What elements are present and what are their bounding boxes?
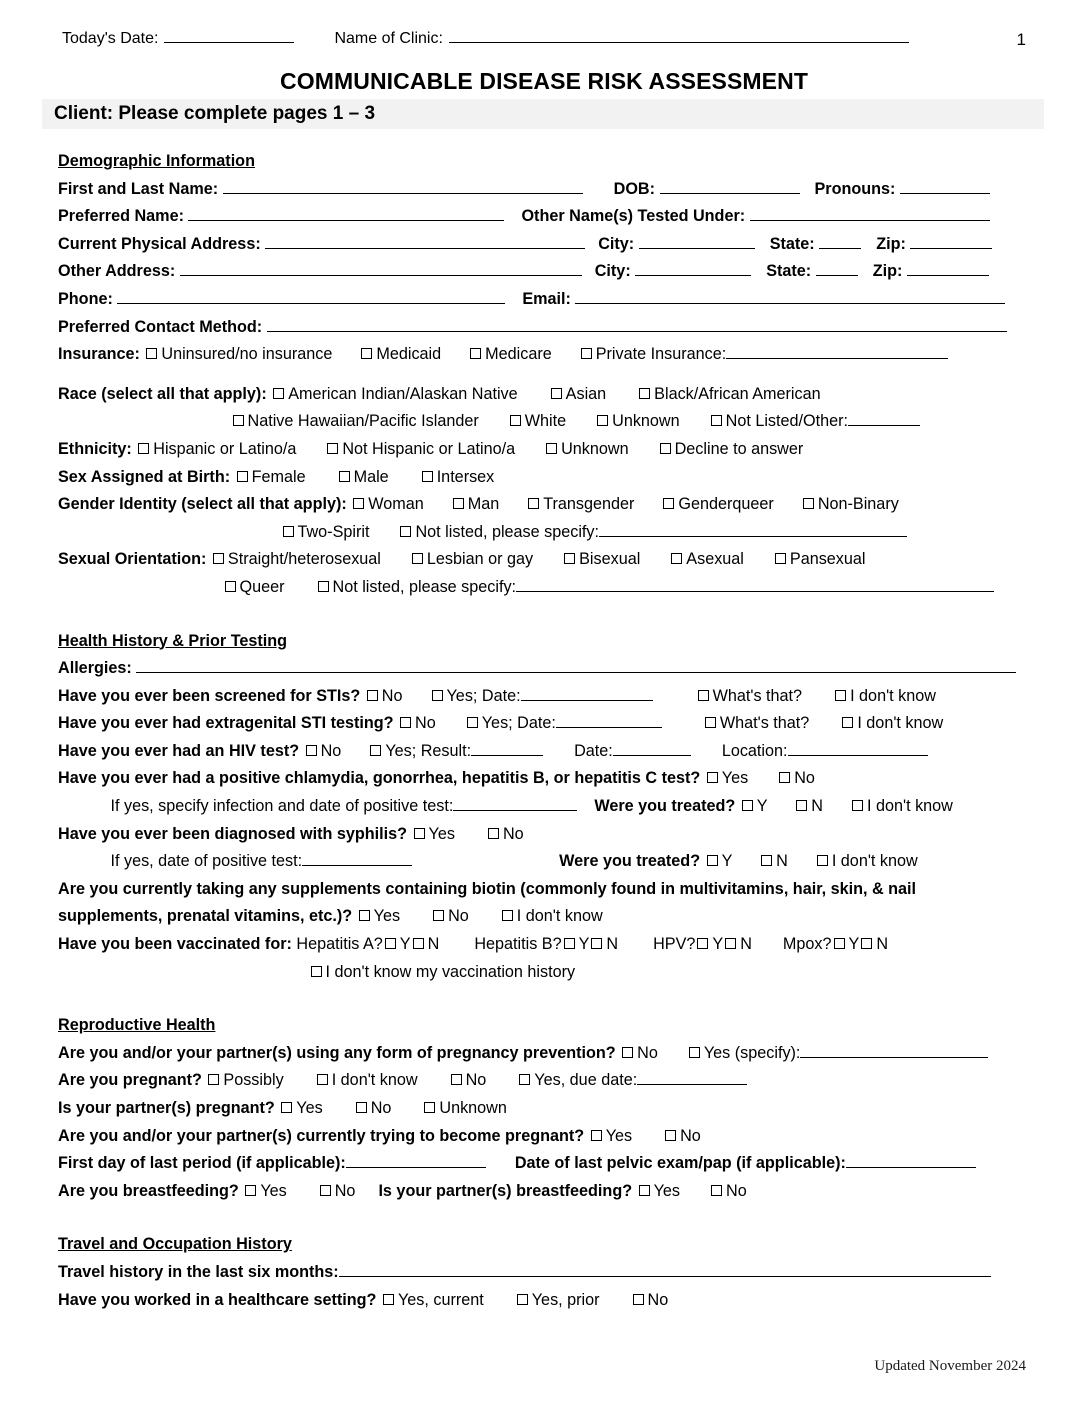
option-hpv-y: Y xyxy=(712,935,724,954)
zip-field-1[interactable] xyxy=(910,248,992,249)
field-row-ethnicity xyxy=(58,436,1020,464)
checkbox-prevention-no[interactable] xyxy=(622,1047,633,1058)
other-address-label: Other Address: xyxy=(58,262,176,281)
checkbox-hiv-no[interactable] xyxy=(306,745,317,756)
section-heading-reproductive: Reproductive Health xyxy=(58,1016,216,1035)
last-period-field[interactable] xyxy=(346,1167,486,1168)
checkbox-medicare[interactable] xyxy=(470,348,481,359)
prevention-specify-field[interactable] xyxy=(800,1057,988,1058)
option-healthcare-yes-current: Yes, current xyxy=(397,1290,484,1309)
option-prevention-no: No xyxy=(637,1043,658,1062)
field-row-trying-pregnant xyxy=(58,1123,1020,1151)
private-insurance-field[interactable] xyxy=(726,358,948,359)
field-row-positive-test xyxy=(58,765,1020,793)
option-breastfeeding-no: No xyxy=(334,1181,356,1200)
partner-pregnant-label: Is your partner(s) pregnant? xyxy=(58,1099,275,1117)
first-last-name-field[interactable] xyxy=(223,193,583,194)
option-treated-dont-know-1: I don't know xyxy=(866,797,953,816)
option-syphilis-no: No xyxy=(502,824,524,843)
checkbox-sex-male[interactable] xyxy=(339,471,350,482)
option-mpox-y: Y xyxy=(848,935,860,954)
option-orientation-lesbian-gay: Lesbian or gay xyxy=(426,550,534,569)
option-treated-n-1: N xyxy=(811,797,823,816)
screened-sti-date-field[interactable] xyxy=(521,700,653,701)
extragenital-date-field[interactable] xyxy=(556,727,662,728)
zip-field-2[interactable] xyxy=(907,275,989,276)
option-race-not-listed: Not Listed/Other: xyxy=(725,412,848,431)
page-number: 1 xyxy=(1016,30,1026,49)
checkbox-hpv-n[interactable] xyxy=(725,938,736,949)
preferred-contact-field[interactable] xyxy=(267,331,1007,332)
ethnicity-label: Ethnicity: xyxy=(58,439,132,458)
option-extragenital-dont-know: I don't know xyxy=(857,714,944,733)
phone-field[interactable] xyxy=(117,303,505,304)
option-screened-sti-dont-know: I don't know xyxy=(850,686,936,705)
option-partner-pregnant-yes: Yes xyxy=(296,1099,323,1117)
checkbox-treated-y-1[interactable] xyxy=(742,800,753,811)
checkbox-syphilis-yes[interactable] xyxy=(414,828,425,839)
checkbox-orientation-queer[interactable] xyxy=(225,581,236,592)
first-last-name-label: First and Last Name: xyxy=(58,179,219,198)
option-hep-a-n: N xyxy=(427,935,440,954)
checkbox-biotin-no[interactable] xyxy=(433,910,444,921)
were-you-treated-label-1: Were you treated? xyxy=(594,797,736,816)
option-screened-sti-no: No xyxy=(381,686,403,705)
field-row-healthcare-setting xyxy=(58,1287,1020,1315)
vaccinated-label: Have you been vaccinated for: xyxy=(58,935,292,954)
checkbox-hiv-yes[interactable] xyxy=(370,745,381,756)
checkbox-race-not-listed[interactable] xyxy=(711,415,722,426)
checkbox-breastfeeding-yes[interactable] xyxy=(245,1185,256,1196)
zip-label-2: Zip: xyxy=(872,262,903,281)
travel-history-field[interactable] xyxy=(339,1276,991,1277)
field-row-allergies xyxy=(58,655,1020,683)
checkbox-gender-woman[interactable] xyxy=(353,498,364,509)
option-extragenital-yes: Yes; Date: xyxy=(481,714,556,733)
option-race-white: White xyxy=(524,412,567,431)
section-heading-health-history: Health History & Prior Testing xyxy=(58,631,288,650)
option-breastfeeding-yes: Yes xyxy=(260,1181,287,1200)
field-row-hiv-test xyxy=(58,738,1020,766)
checkbox-syphilis-no[interactable] xyxy=(488,828,499,839)
were-you-treated-label-2: Were you treated? xyxy=(559,852,701,871)
option-gender-genderqueer: Genderqueer xyxy=(678,495,774,514)
email-field[interactable] xyxy=(575,303,1005,304)
field-row-sex-assigned-at-birth xyxy=(58,464,1020,492)
option-gender-not-listed: Not listed, please specify: xyxy=(415,522,600,541)
sex-label: Sex Assigned at Birth: xyxy=(58,467,231,486)
field-row-pregnancy-prevention xyxy=(58,1040,1020,1068)
field-row-biotin-line2 xyxy=(58,903,1020,931)
checkbox-healthcare-yes-current[interactable] xyxy=(383,1294,394,1305)
pronouns-label: Pronouns: xyxy=(814,179,896,198)
checkbox-race-white[interactable] xyxy=(510,415,521,426)
checkbox-treated-dont-know-1[interactable] xyxy=(852,800,863,811)
field-row-syphilis xyxy=(58,821,1020,849)
other-names-field[interactable] xyxy=(750,220,990,221)
field-row-race-2 xyxy=(58,408,1020,436)
option-healthcare-yes-prior: Yes, prior xyxy=(531,1290,600,1309)
pregnant-label: Are you pregnant? xyxy=(58,1071,202,1090)
option-uninsured: Uninsured/no insurance xyxy=(161,345,333,364)
dob-field[interactable] xyxy=(660,193,800,194)
form-body xyxy=(58,148,1020,1314)
option-biotin-no: No xyxy=(448,907,469,926)
if-yes-date-field[interactable] xyxy=(302,865,412,866)
option-partner-pregnant-unknown: Unknown xyxy=(439,1099,507,1117)
breastfeeding-label: Are you breastfeeding? xyxy=(58,1181,239,1200)
vaccine-name-hep-a: Hepatitis A? xyxy=(296,935,383,954)
current-address-field[interactable] xyxy=(265,248,585,249)
option-screened-sti-whats-that: What's that? xyxy=(712,686,803,705)
other-address-field[interactable] xyxy=(180,275,582,276)
option-ethnicity-hispanic: Hispanic or Latino/a xyxy=(153,439,297,458)
vaccine-name-hep-b: Hepatitis B? xyxy=(474,935,562,954)
option-sex-intersex: Intersex xyxy=(436,467,495,486)
checkbox-partner-pregnant-yes[interactable] xyxy=(281,1102,292,1113)
last-pelvic-field[interactable] xyxy=(846,1167,976,1168)
option-treated-y-1: Y xyxy=(756,797,768,816)
checkbox-partner-pregnant-unknown[interactable] xyxy=(424,1102,435,1113)
checkbox-gender-transgender[interactable] xyxy=(528,498,539,509)
checkbox-treated-n-1[interactable] xyxy=(796,800,807,811)
gender-label: Gender Identity (select all that apply): xyxy=(58,495,347,514)
option-medicaid: Medicaid xyxy=(376,345,442,364)
checkbox-medicaid[interactable] xyxy=(361,348,372,359)
field-row-breastfeeding xyxy=(58,1178,1020,1206)
checkbox-extragenital-no[interactable] xyxy=(400,717,411,728)
partner-breastfeeding-label: Is your partner(s) breastfeeding? xyxy=(378,1181,633,1200)
option-gender-woman: Woman xyxy=(368,495,424,514)
option-ethnicity-not-hispanic: Not Hispanic or Latino/a xyxy=(342,439,516,458)
field-row-are-you-pregnant xyxy=(58,1067,1020,1095)
todays-date-field[interactable] xyxy=(164,42,294,43)
checkbox-no-vax-history[interactable] xyxy=(311,966,322,977)
option-gender-non-binary: Non-Binary xyxy=(817,495,899,514)
option-medicare: Medicare xyxy=(485,345,552,364)
field-row-last-period xyxy=(58,1150,1020,1178)
hiv-result-field[interactable] xyxy=(471,755,543,756)
checkbox-hpv-y[interactable] xyxy=(697,938,708,949)
option-extragenital-no: No xyxy=(415,714,436,733)
checkbox-treated-dont-know-2[interactable] xyxy=(817,855,828,866)
hiv-location-field[interactable] xyxy=(788,755,928,756)
section-heading-travel: Travel and Occupation History xyxy=(58,1235,292,1254)
checkbox-gender-man[interactable] xyxy=(453,498,464,509)
checkbox-partner-breastfeeding-no[interactable] xyxy=(711,1185,722,1196)
checkbox-hep-a-n[interactable] xyxy=(413,938,424,949)
option-race-black: Black/African American xyxy=(654,384,821,403)
option-partner-pregnant-no: No xyxy=(370,1099,392,1117)
checkbox-pregnant-yes[interactable] xyxy=(519,1074,530,1085)
page-title: COMMUNICABLE DISEASE RISK ASSESSMENT xyxy=(280,68,808,94)
positive-test-label: Have you ever had a positive chlamydia, gonorrhea, hepatitis B, or hepatitis C test? xyxy=(58,769,701,788)
checkbox-private-insurance[interactable] xyxy=(581,348,592,359)
checkbox-ethnicity-decline[interactable] xyxy=(660,443,671,454)
biotin-label-line2: supplements, prenatal vitamins, etc.)? xyxy=(58,907,353,926)
checkbox-pregnant-no[interactable] xyxy=(451,1074,462,1085)
option-pregnant-yes-due-date: Yes, due date: xyxy=(534,1071,638,1090)
updated-date: Updated November 2024 xyxy=(874,1358,1026,1374)
option-hiv-yes-result: Yes; Result: xyxy=(385,741,472,760)
field-row-if-yes-specify xyxy=(58,793,1020,821)
state-field-2[interactable] xyxy=(816,275,858,276)
extragenital-label: Have you ever had extragenital STI testing? xyxy=(58,714,394,733)
option-hep-b-n: N xyxy=(606,935,619,954)
checkbox-screened-sti-no[interactable] xyxy=(367,690,378,701)
field-row-extragenital xyxy=(58,710,1020,738)
field-row-current-address xyxy=(58,231,1020,259)
trying-label: Are you and/or your partner(s) currently trying to become pregnant? xyxy=(58,1126,585,1145)
if-yes-specify-field[interactable] xyxy=(453,810,577,811)
option-pregnant-possibly: Possibly xyxy=(223,1071,284,1090)
field-row-no-vax-history xyxy=(58,959,1020,987)
checkbox-race-native-hawaiian[interactable] xyxy=(233,415,244,426)
option-screened-sti-yes: Yes; Date: xyxy=(446,686,521,705)
option-healthcare-no: No xyxy=(647,1290,669,1309)
checkbox-extragenital-yes[interactable] xyxy=(467,717,478,728)
option-orientation-queer: Queer xyxy=(239,577,285,596)
field-row-travel-history xyxy=(58,1259,1020,1287)
checkbox-healthcare-yes-prior[interactable] xyxy=(517,1294,528,1305)
field-row-vaccinated xyxy=(58,931,1020,959)
field-row-orientation-2 xyxy=(58,574,1020,602)
option-hpv-n: N xyxy=(740,935,752,954)
checkbox-uninsured[interactable] xyxy=(146,348,157,359)
vaccine-name-mpox: Mpox? xyxy=(782,935,832,954)
option-biotin-yes: Yes xyxy=(373,907,401,926)
gender-not-listed-field[interactable] xyxy=(599,536,907,537)
prevention-label: Are you and/or your partner(s) using any form of pregnancy prevention? xyxy=(58,1043,616,1062)
field-row-screened-sti xyxy=(58,683,1020,711)
checkbox-partner-breastfeeding-yes[interactable] xyxy=(639,1185,650,1196)
option-gender-two-spirit: Two-Spirit xyxy=(297,522,370,541)
race-not-listed-field[interactable] xyxy=(848,425,920,426)
option-positive-test-no: No xyxy=(794,769,815,788)
orientation-label: Sexual Orientation: xyxy=(58,550,207,569)
option-treated-dont-know-2: I don't know xyxy=(831,852,918,871)
screened-sti-label: Have you ever been screened for STIs? xyxy=(58,686,361,705)
option-orientation-not-listed: Not listed, please specify: xyxy=(332,577,517,596)
city-label-1: City: xyxy=(598,234,635,253)
checkbox-hep-b-y[interactable] xyxy=(564,938,575,949)
allergies-label: Allergies: xyxy=(58,659,132,678)
preferred-name-label: Preferred Name: xyxy=(58,207,184,226)
checkbox-trying-no[interactable] xyxy=(665,1130,676,1141)
option-partner-breastfeeding-no: No xyxy=(726,1181,747,1200)
hiv-test-label: Have you ever had an HIV test? xyxy=(58,741,300,760)
field-row-if-yes-date xyxy=(58,848,1020,876)
option-ethnicity-decline: Decline to answer xyxy=(674,439,804,458)
checkbox-screened-sti-dont-know[interactable] xyxy=(835,690,846,701)
checkbox-hep-b-n[interactable] xyxy=(591,938,602,949)
if-yes-date-label: If yes, date of positive test: xyxy=(110,852,303,871)
option-race-native-hawaiian: Native Hawaiian/Pacific Islander xyxy=(247,412,479,431)
option-race-unknown: Unknown xyxy=(612,412,680,431)
if-yes-specify-label: If yes, specify infection and date of positive test: xyxy=(110,797,454,816)
last-pelvic-label: Date of last pelvic exam/pap (if applicable): xyxy=(514,1154,846,1173)
checkbox-biotin-yes[interactable] xyxy=(359,910,370,921)
other-names-label: Other Name(s) Tested Under: xyxy=(521,207,746,226)
checkbox-screened-sti-whats-that[interactable] xyxy=(698,690,709,701)
checkbox-sex-female[interactable] xyxy=(237,471,248,482)
option-treated-y-2: Y xyxy=(721,852,733,871)
pronouns-field[interactable] xyxy=(900,193,990,194)
field-row-preferred-name xyxy=(58,203,1020,231)
option-hep-a-y: Y xyxy=(399,935,411,954)
checkbox-gender-not-listed[interactable] xyxy=(400,526,411,537)
field-row-name xyxy=(58,176,1020,204)
checkbox-orientation-asexual[interactable] xyxy=(671,553,682,564)
field-row-partner-pregnant xyxy=(58,1095,1020,1123)
email-label: Email: xyxy=(522,289,571,308)
travel-history-label: Travel history in the last six months: xyxy=(58,1262,339,1281)
checkbox-breastfeeding-no[interactable] xyxy=(320,1185,331,1196)
option-orientation-pansexual: Pansexual xyxy=(789,550,866,569)
checkbox-extragenital-whats-that[interactable] xyxy=(705,717,716,728)
checkbox-screened-sti-yes[interactable] xyxy=(432,690,443,701)
option-trying-no: No xyxy=(680,1126,701,1145)
checkbox-race-american-indian[interactable] xyxy=(273,388,284,399)
field-row-insurance xyxy=(58,341,1020,369)
race-label: Race (select all that apply): xyxy=(58,384,267,403)
checkbox-partner-pregnant-no[interactable] xyxy=(356,1102,367,1113)
zip-label-1: Zip: xyxy=(876,234,906,253)
checkbox-race-asian[interactable] xyxy=(551,388,562,399)
checkbox-mpox-n[interactable] xyxy=(861,938,872,949)
checkbox-gender-two-spirit[interactable] xyxy=(283,526,294,537)
insurance-label: Insurance: xyxy=(58,345,140,364)
checkbox-gender-genderqueer[interactable] xyxy=(663,498,674,509)
option-pregnant-dont-know: I don't know xyxy=(331,1071,418,1090)
option-trying-yes: Yes xyxy=(605,1126,633,1145)
option-extragenital-whats-that: What's that? xyxy=(719,714,810,733)
preferred-name-field[interactable] xyxy=(188,220,504,221)
option-race-asian: Asian xyxy=(565,384,607,403)
option-syphilis-yes: Yes xyxy=(428,824,455,843)
preferred-contact-label: Preferred Contact Method: xyxy=(58,317,263,336)
state-field-1[interactable] xyxy=(819,248,861,249)
option-biotin-dont-know: I don't know xyxy=(516,907,603,926)
checkbox-hep-a-y[interactable] xyxy=(385,938,396,949)
client-instruction-text: Client: Please complete pages 1 – 3 xyxy=(54,103,376,124)
checkbox-sex-intersex[interactable] xyxy=(422,471,433,482)
option-partner-breastfeeding-yes: Yes xyxy=(653,1181,681,1200)
vaccine-name-hpv: HPV? xyxy=(653,935,696,954)
last-period-label: First day of last period (if applicable): xyxy=(58,1154,346,1173)
field-row-orientation-1 xyxy=(58,546,1020,574)
option-no-vax-history: I don't know my vaccination history xyxy=(325,962,576,981)
field-row-gender-2 xyxy=(58,519,1020,547)
checkbox-treated-n-2[interactable] xyxy=(761,855,772,866)
option-sex-male: Male xyxy=(353,467,389,486)
checkbox-prevention-yes[interactable] xyxy=(689,1047,700,1058)
checkbox-positive-test-yes[interactable] xyxy=(707,772,718,783)
page-footer xyxy=(874,1358,1026,1375)
option-gender-transgender: Transgender xyxy=(543,495,635,514)
checkbox-mpox-y[interactable] xyxy=(834,938,845,949)
checkbox-orientation-pansexual[interactable] xyxy=(775,553,786,564)
checkbox-orientation-straight[interactable] xyxy=(213,553,224,564)
city-field-1[interactable] xyxy=(639,248,755,249)
orientation-not-listed-field[interactable] xyxy=(516,591,994,592)
option-hiv-no: No xyxy=(320,741,342,760)
checkbox-trying-yes[interactable] xyxy=(591,1130,602,1141)
checkbox-biotin-dont-know[interactable] xyxy=(502,910,513,921)
clinic-name-field[interactable] xyxy=(449,42,909,43)
option-hep-b-y: Y xyxy=(578,935,590,954)
checkbox-treated-y-2[interactable] xyxy=(707,855,718,866)
healthcare-setting-label: Have you worked in a healthcare setting? xyxy=(58,1290,377,1309)
allergies-field[interactable] xyxy=(136,672,1016,673)
state-label-2: State: xyxy=(766,262,812,281)
checkbox-pregnant-dont-know[interactable] xyxy=(317,1074,328,1085)
option-mpox-n: N xyxy=(876,935,889,954)
client-instruction-banner xyxy=(42,99,1044,129)
option-prevention-yes: Yes (specify): xyxy=(703,1043,801,1062)
field-row-gender-1 xyxy=(58,491,1020,519)
checkbox-healthcare-no[interactable] xyxy=(633,1294,644,1305)
state-label-1: State: xyxy=(769,234,815,253)
option-ethnicity-unknown: Unknown xyxy=(561,439,629,458)
current-address-label: Current Physical Address: xyxy=(58,234,261,253)
checkbox-race-unknown[interactable] xyxy=(597,415,608,426)
option-orientation-asexual: Asexual xyxy=(686,550,744,569)
checkbox-orientation-bisexual[interactable] xyxy=(564,553,575,564)
todays-date-label: Today's Date: xyxy=(62,30,159,47)
option-orientation-bisexual: Bisexual xyxy=(579,550,641,569)
field-row-race-1 xyxy=(58,381,1020,409)
biotin-label-line1: Are you currently taking any supplements containing biotin (commonly found in multivitamins, hair, skin, & nail xyxy=(58,879,917,898)
option-treated-n-2: N xyxy=(776,852,788,871)
city-label-2: City: xyxy=(594,262,631,281)
city-field-2[interactable] xyxy=(635,275,751,276)
field-row-phone-email xyxy=(58,286,1020,314)
section-heading-demographics: Demographic Information xyxy=(58,152,255,170)
syphilis-label: Have you ever been diagnosed with syphilis? xyxy=(58,824,408,843)
checkbox-orientation-not-listed[interactable] xyxy=(318,581,329,592)
checkbox-ethnicity-unknown[interactable] xyxy=(546,443,557,454)
hiv-date-field[interactable] xyxy=(613,755,691,756)
option-race-american-indian: American Indian/Alaskan Native xyxy=(288,384,518,403)
option-positive-test-yes: Yes xyxy=(721,769,749,788)
phone-label: Phone: xyxy=(58,289,113,308)
checkbox-pregnant-possibly[interactable] xyxy=(208,1074,219,1085)
option-private-insurance: Private Insurance: xyxy=(595,345,727,364)
hiv-location-label: Location: xyxy=(721,741,788,760)
checkbox-ethnicity-hispanic[interactable] xyxy=(138,443,149,454)
checkbox-orientation-lesbian-gay[interactable] xyxy=(412,553,423,564)
option-gender-man: Man xyxy=(467,495,500,514)
page-header xyxy=(0,30,1088,48)
option-pregnant-no: No xyxy=(465,1071,487,1090)
checkbox-gender-non-binary[interactable] xyxy=(803,498,814,509)
field-row-other-address xyxy=(58,258,1020,286)
clinic-name-label: Name of Clinic: xyxy=(334,30,443,47)
checkbox-race-black[interactable] xyxy=(639,388,650,399)
checkbox-positive-test-no[interactable] xyxy=(779,772,790,783)
option-orientation-straight: Straight/heterosexual xyxy=(227,550,381,569)
option-sex-female: Female xyxy=(251,467,306,486)
pregnant-due-date-field[interactable] xyxy=(637,1084,747,1085)
field-row-biotin-line1 xyxy=(58,876,1020,904)
hiv-date-label: Date: xyxy=(574,741,613,760)
field-row-preferred-contact xyxy=(58,314,1020,342)
checkbox-ethnicity-not-hispanic[interactable] xyxy=(327,443,338,454)
dob-label: DOB: xyxy=(613,179,655,198)
checkbox-extragenital-dont-know[interactable] xyxy=(842,717,853,728)
